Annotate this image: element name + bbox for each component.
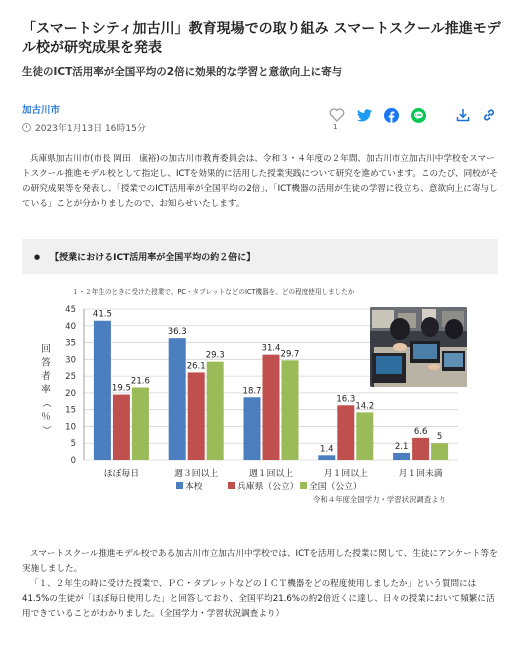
y-tick-label: 10 [65, 422, 76, 433]
chart-title: １・２年生のときに受けた授業で、PC・タブレットなどのICT機器を、どの程度使用しましたか [72, 288, 355, 296]
bar-3-5 [431, 443, 448, 460]
section-heading-text: 【授業におけるICT活用率が全国平均の約２倍に】 [50, 253, 256, 263]
x-tick-label: 月１回未満 [398, 469, 443, 479]
bar-1-2 [169, 338, 186, 460]
bar-2-1 [113, 395, 130, 460]
company-link[interactable]: 加古川市 [22, 105, 61, 116]
students-using-tablets-image [370, 307, 467, 387]
bar-2-4 [337, 405, 354, 460]
y-tick-label: 5 [70, 439, 76, 450]
y-tick-label: 35 [65, 338, 76, 349]
data-label: 1.4 [320, 444, 334, 455]
legend-swatch [228, 482, 235, 489]
data-label: 6.6 [413, 426, 428, 437]
data-label: 29.3 [205, 350, 225, 361]
legend-label: 本校 [185, 482, 203, 492]
bullet-icon: ● [34, 252, 41, 261]
copy-link-button[interactable] [478, 104, 500, 126]
y-axis-label-char: ％ [41, 411, 51, 423]
x-tick-label: ほぼ毎日 [103, 469, 140, 479]
bar-3-4 [356, 412, 373, 460]
section-heading [22, 239, 498, 274]
x-tick-label: 月１回以上 [323, 469, 368, 479]
y-tick-label: 0 [70, 456, 76, 466]
data-label: 29.7 [280, 349, 300, 360]
bar-1-3 [244, 397, 261, 460]
legend-swatch [176, 482, 183, 489]
download-button[interactable] [452, 104, 474, 126]
like-count: 1 [333, 123, 338, 131]
page-subtitle: 生徒のICT活用率が全国平均の2倍に効果的な学習と意欲向上に寄与 [22, 66, 343, 78]
like-button[interactable] [326, 104, 348, 131]
bar-2-5 [412, 438, 429, 460]
legend-label: 兵庫県（公立） [237, 482, 299, 492]
twitter-icon [357, 109, 372, 122]
x-tick-label: 週１回以上 [249, 469, 293, 479]
data-label: 2.1 [394, 441, 409, 452]
data-label: 14.2 [355, 401, 375, 412]
data-label: 21.6 [130, 376, 150, 387]
share-toolbar [326, 104, 506, 134]
y-axis-label-char: 者 [41, 371, 51, 382]
y-tick-label: 45 [65, 305, 76, 315]
timestamp-text: 2023年1月13日 16時15分 [35, 124, 146, 134]
data-label: 16.3 [336, 394, 356, 405]
link-icon [482, 108, 496, 122]
bar-3-1 [132, 388, 149, 460]
chart-source: 令和４年度全国学力・学習状況調査より [312, 495, 446, 504]
y-tick-label: 40 [65, 321, 76, 332]
y-tick-label: 20 [65, 388, 76, 399]
facebook-share-button[interactable] [380, 104, 402, 126]
data-label: 31.4 [261, 343, 281, 354]
y-tick-label: 30 [65, 355, 76, 366]
bar-3-2 [207, 362, 224, 460]
classroom-photo [370, 307, 467, 387]
heart-icon [329, 108, 345, 122]
data-label: 19.5 [111, 383, 131, 394]
bar-1-1 [94, 321, 111, 460]
line-icon [411, 108, 426, 123]
legend-label: 全国（公立） [309, 482, 362, 492]
publish-timestamp [22, 121, 146, 134]
y-axis-label-char: 率 [41, 384, 51, 396]
y-axis-label-char: （ [40, 398, 51, 408]
bar-3-3 [282, 360, 299, 460]
bar-2-3 [263, 355, 280, 460]
y-axis-label-char: 答 [41, 357, 51, 369]
article-paragraph-1: スマートスクール推進モデル校である加古川市立加古川中学校では、ICTを活用した授業に関して、生徒にアンケート等を実施しました。 [22, 549, 498, 574]
svg-text:LINE: LINE [414, 113, 422, 117]
y-tick-label: 15 [65, 405, 76, 416]
bar-2-2 [188, 372, 205, 460]
data-label: 36.3 [167, 327, 187, 338]
article-paragraph-2: 「１、２年生の時に受けた授業で、ＰＣ・タブレットなどのＩＣＴ機器をどの程度使用しましたか」という質問には41.5%の生徒が「ほぼ毎日使用した」と回答しており、全国平均21.6%の約2倍近くに達し、日々の授業において頻繁に活用できていることがわかりました。（全国学力・学習状況調査より） [22, 579, 495, 619]
legend-swatch [300, 482, 307, 489]
twitter-share-button[interactable] [353, 104, 375, 126]
data-label: 41.5 [92, 309, 112, 320]
bar-1-5 [393, 453, 410, 460]
data-label: 5 [436, 432, 443, 443]
y-tick-label: 25 [65, 372, 76, 383]
y-axis-label-char: 回 [41, 344, 51, 355]
article-intro: 兵庫県加古川市(市長 岡田 康裕)の加古川市教育委員会は、令和３・４年度の２年間、加古川市立加古川中学校をスマートスクール推進モデル校として指定し、ICTを効果的に活用した授業実践について研究を進めています。このたび、同校がその研究成果等を発表し、「授業でのICT活用率が全国平均の2倍」、「ICT機器の活用が生徒の学習に役立ち、意欲向上に寄与している」ことが分かりましたので、お知らせいたします。 [22, 154, 498, 209]
x-tick-label: 週３回以上 [174, 469, 219, 479]
data-label: 18.7 [242, 386, 262, 397]
page-title: 「スマートシティ加古川」教育現場での取り組み スマートスクール推進モデル校が研究成果を発表 [22, 21, 501, 56]
clock-icon [22, 123, 31, 132]
y-axis-label-char: ） [40, 425, 51, 435]
data-label: 26.1 [186, 361, 206, 372]
bar-1-4 [318, 455, 335, 460]
download-icon [456, 108, 470, 122]
line-share-button[interactable] [407, 104, 429, 126]
facebook-icon [384, 108, 399, 123]
